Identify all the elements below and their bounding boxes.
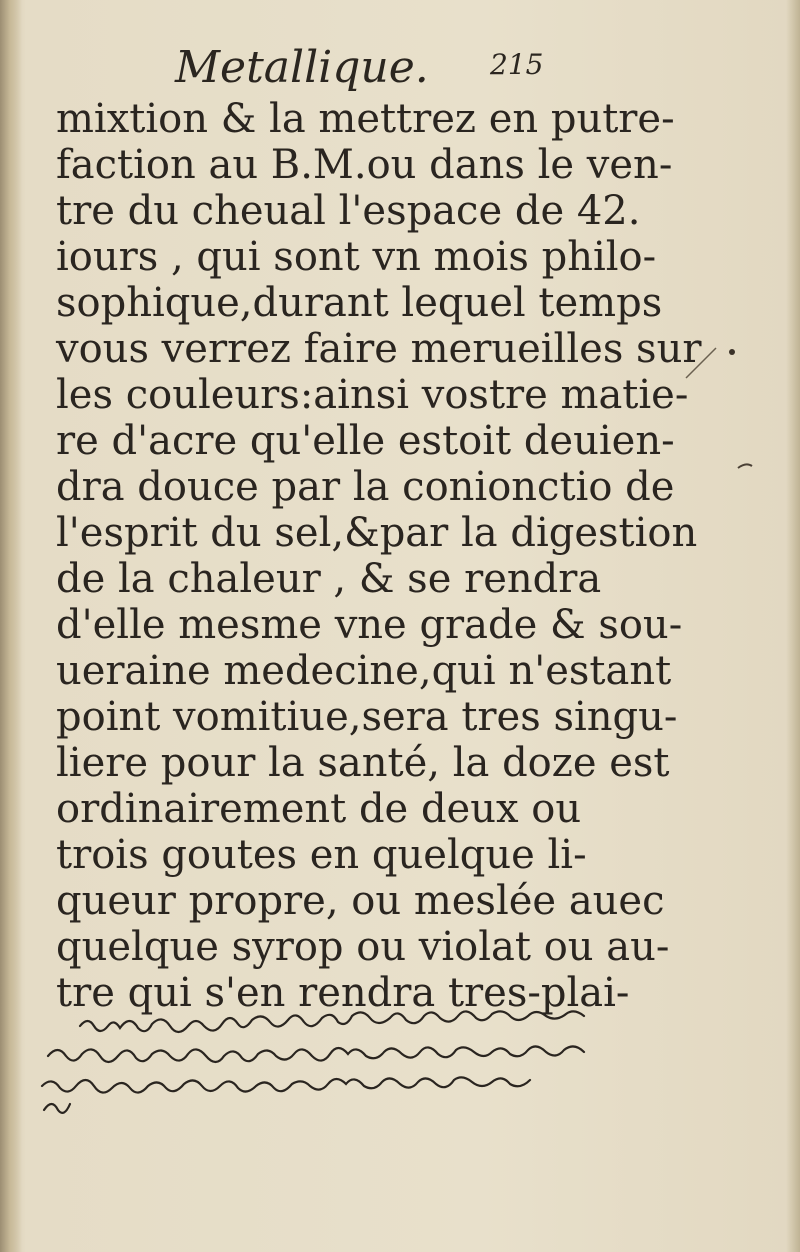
binding-gutter: [0, 0, 22, 1252]
text-line: sophique,durant lequel temps: [56, 280, 663, 326]
text-line: liere pour la santé, la doze est: [56, 740, 670, 786]
text-line: queur propre, ou meslée auec: [56, 878, 665, 924]
handwritten-annotation: [40, 998, 790, 1118]
text-line: d'elle mesme vne grade & sou-: [56, 602, 683, 648]
page-number: 215: [490, 48, 544, 81]
text-line: l'esprit du sel,&par la digestion: [56, 510, 698, 556]
text-line: ueraine medecine,qui n'estant: [56, 648, 672, 694]
text-line: les couleurs:ainsi vostre matie-: [56, 372, 689, 418]
page-header: [0, 42, 800, 102]
text-line: quelque syrop ou violat ou au-: [56, 924, 670, 970]
text-line: vous verrez faire merueilles sur: [56, 326, 702, 372]
text-line: point vomitiue,sera tres singu-: [56, 694, 678, 740]
text-line: de la chaleur , & se rendra: [56, 556, 602, 602]
text-line: re d'acre qu'elle estoit deuien-: [56, 418, 675, 464]
stray-pen-mark: [676, 318, 756, 478]
text-line: ordinairement de deux ou: [56, 786, 582, 832]
text-line: mixtion & la mettrez en putre-: [56, 96, 675, 142]
running-head: Metallique.: [175, 42, 429, 93]
text-line: trois goutes en quelque li-: [56, 832, 587, 878]
body-text: [56, 96, 702, 1016]
text-line: tre qui s'en rendra tres-plai-: [56, 970, 630, 1016]
text-line: dra douce par la conionctio de: [56, 464, 675, 510]
text-line: faction au B.M.ou dans le ven-: [56, 142, 673, 188]
text-line: tre du cheual l'espace de 42.: [56, 188, 641, 234]
text-line: iours , qui sont vn mois philo-: [56, 234, 657, 280]
